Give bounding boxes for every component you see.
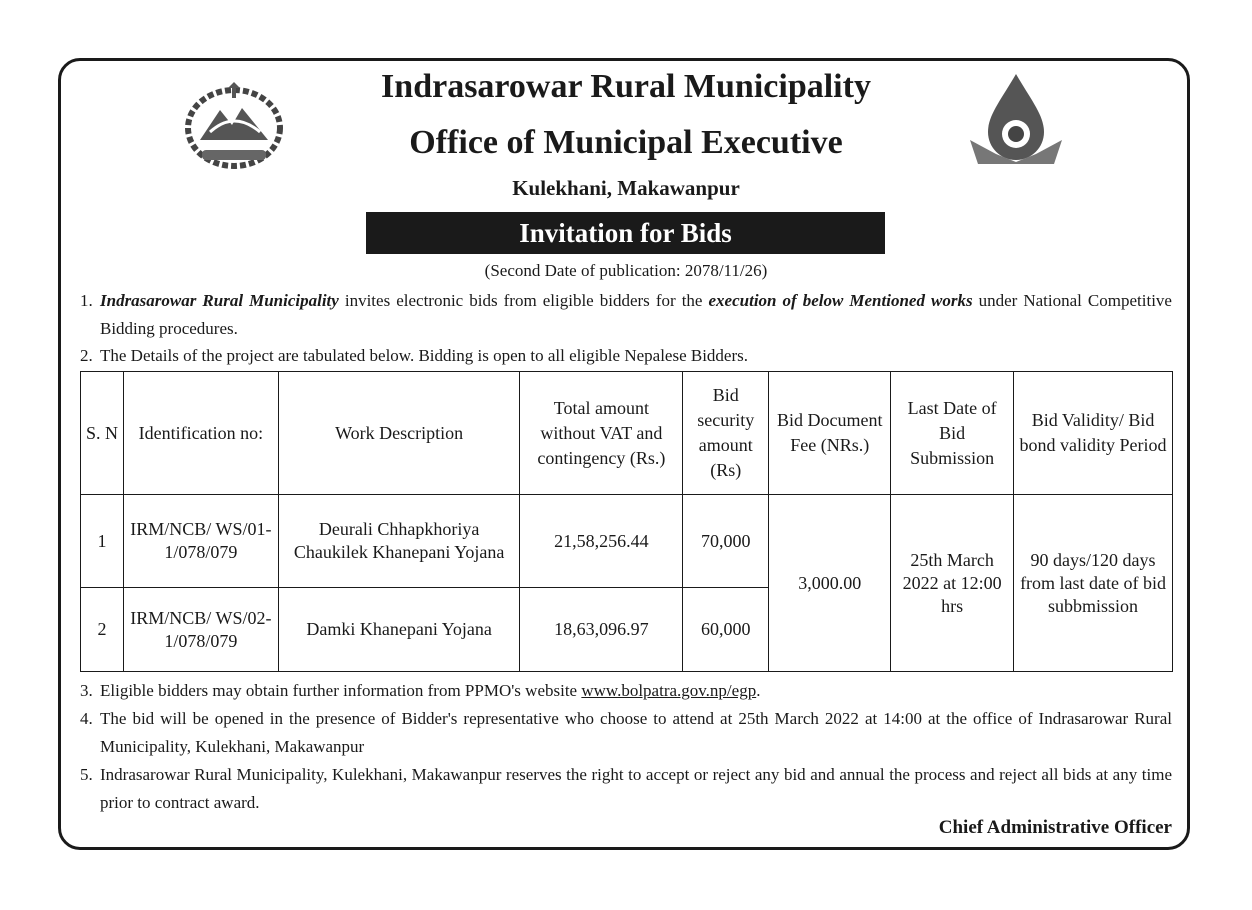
- table-row: [81, 495, 1173, 588]
- header-amount: Total amount without VAT and contingency (Rs.): [520, 372, 683, 495]
- signature: Chief Administrative Officer: [938, 817, 1172, 838]
- bid-fee: 3,000.00: [769, 495, 891, 672]
- office-title: Office of Municipal Executive: [409, 124, 843, 161]
- row-work: Damki Khanepani Yojana: [278, 588, 520, 672]
- row-id: IRM/NCB/ WS/02- 1/078/079: [123, 588, 278, 672]
- header-fee: Bid Document Fee (NRs.): [769, 372, 891, 495]
- point-3: 3. Eligible bidders may obtain further information from PPMO's website www.bolpatra.gov.np/egp.: [80, 681, 761, 700]
- row-security: 60,000: [683, 588, 769, 672]
- header-work: Work Description: [278, 372, 520, 495]
- row-amount: 21,58,256.44: [520, 495, 683, 588]
- row-sn: 2: [81, 588, 124, 672]
- invitation-banner: Invitation for Bids: [366, 212, 885, 254]
- publication-date: (Second Date of publication: 2078/11/26): [484, 261, 768, 280]
- ppmo-link[interactable]: www.bolpatra.gov.np/egp: [581, 681, 757, 700]
- header-security: Bid security amount (Rs): [683, 372, 769, 495]
- row-security: 70,000: [683, 495, 769, 588]
- bid-validity: 90 days/120 days from last date of bid subbmission: [1014, 495, 1173, 672]
- table-header-row: [81, 372, 1173, 495]
- header-id: Identification no:: [123, 372, 278, 495]
- point-2: 2. The Details of the project are tabulated below. Bidding is open to all eligible Nepalese Bidders.: [80, 346, 749, 365]
- point-1: 1. Indrasarowar Rural Municipality invites electronic bids from eligible bidders for the execution of below Mentioned works under National Competitive Bidding procedures.: [80, 291, 1172, 338]
- point-4: 4. The bid will be opened in the presence of Bidder's representative who choose to attend at 25th March 2022 at 14:00 at the office of Indrasarowar Rural Municipality, Kulekhani, Makawanpur: [80, 709, 1172, 756]
- location-subtitle: Kulekhani, Makawanpur: [512, 176, 740, 200]
- header-last-date: Last Date of Bid Submission: [891, 372, 1014, 495]
- point-5: 5. Indrasarowar Rural Municipality, Kulekhani, Makawanpur reserves the right to accept or reject any bid and annual the process and reject all bids at any time prior to contract award.: [80, 765, 1172, 812]
- bids-table: [80, 371, 1173, 672]
- row-sn: 1: [81, 495, 124, 588]
- row-id: IRM/NCB/ WS/01- 1/078/079: [123, 495, 278, 588]
- row-work: Deurali Chhapkhoriya Chaukilek Khanepani Yojana: [278, 495, 520, 588]
- header-validity: Bid Validity/ Bid bond validity Period: [1014, 372, 1173, 495]
- header-sn: S. N: [81, 372, 124, 495]
- last-date: 25th March 2022 at 12:00 hrs: [891, 495, 1014, 672]
- municipality-title: Indrasarowar Rural Municipality: [381, 68, 871, 105]
- row-amount: 18,63,096.97: [520, 588, 683, 672]
